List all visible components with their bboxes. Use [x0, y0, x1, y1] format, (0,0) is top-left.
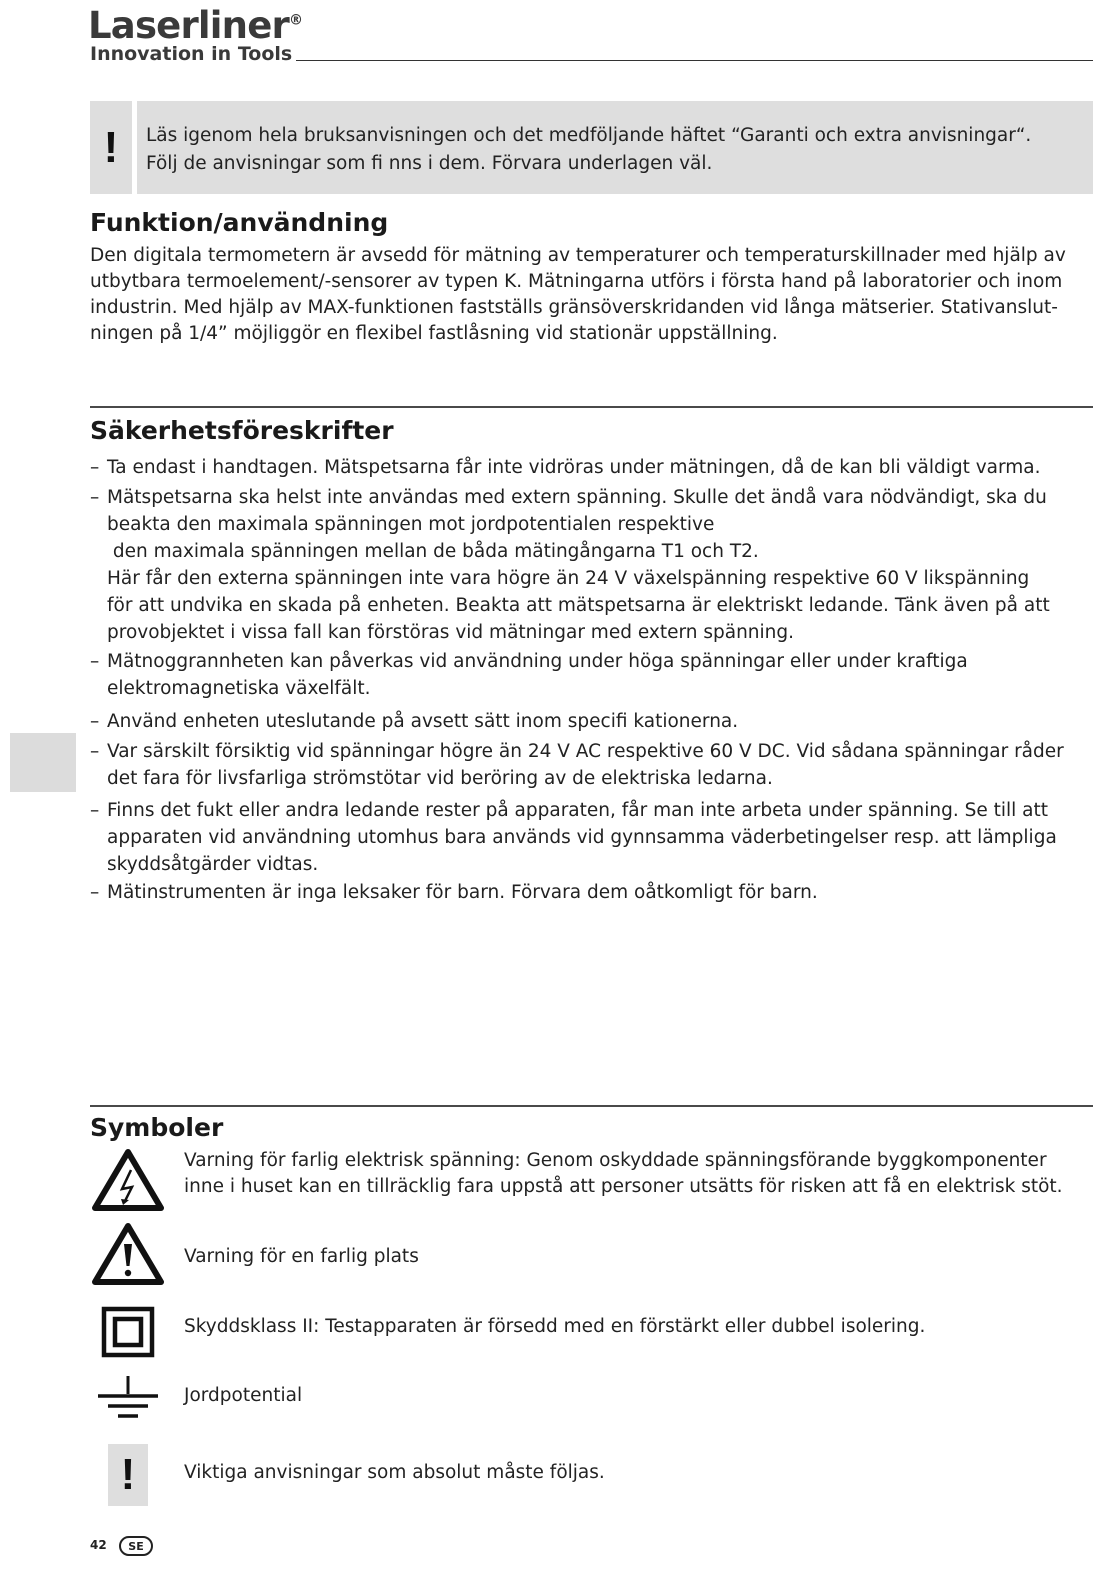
- safety-item: – Mätspetsarna ska helst inte användas med extern spänning. Skulle det ändå vara nödvändigt, ska du beakta den maximala spänningen mot jordpotentialen respektive den maximala spänningen mellan de båda mätingångarna T1 och T2. Här får den externa spänningen inte vara högre än 24 V växelspänning respektive 60 V likspänning för att undvika en skada på enheten. Beakta att mätspetsarna är elektriskt ledande. Tänk även på att provobjektet i vissa fall kan förstöras vid mätningar med extern spänning.: [90, 487, 1050, 643]
- safety-item: – Var särskilt försiktig vid spänningar högre än 24 V AC respektive 60 V DC. Vid sådana spänningar råder det fara för livsfarliga strömstötar vid beröring av de elektriska ledarna.: [90, 741, 1064, 789]
- header-divider: [296, 60, 1093, 61]
- brand-logo: Laserliner®: [88, 4, 303, 47]
- notice-text: Läs igenom hela bruksanvisningen och det medföljande häftet “Garanti och extra anvisningar“. Följ de anvisningar som fi nns i dem. Förvara underlagen väl.: [146, 125, 1032, 174]
- brand-tagline: Innovation in Tools: [90, 43, 293, 65]
- high-voltage-warning-icon: [92, 1148, 164, 1212]
- safety-heading: Säkerhetsföreskrifter: [90, 416, 394, 445]
- safety-item: – Mätinstrumenten är inga leksaker för barn. Förvara dem oåtkomligt för barn.: [90, 882, 818, 903]
- language-badge: SE: [119, 1536, 153, 1556]
- safety-item: – Använd enheten uteslutande på avsett sätt inom specifi kationerna.: [90, 711, 739, 732]
- symbols-heading: Symboler: [90, 1113, 224, 1142]
- symbol-description: Skyddsklass II: Testapparaten är försedd med en förstärkt eller dubbel isolering.: [184, 1316, 926, 1337]
- warning-triangle-icon: [92, 1222, 164, 1286]
- symbol-description: Jordpotential: [184, 1385, 303, 1406]
- function-heading: Funktion/användning: [90, 208, 389, 237]
- symbol-description: Varning för en farlig plats: [184, 1246, 419, 1267]
- safety-item: – Mätnoggrannheten kan påverkas vid användning under höga spänningar eller under kraftiga elektromagnetiska växelfält.: [90, 651, 968, 699]
- page-number: 42: [90, 1538, 107, 1552]
- ground-icon: [92, 1374, 164, 1422]
- safety-item: – Finns det fukt eller andra ledande rester på apparaten, får man inte arbeta under spänning. Se till att apparaten vid användning utomhus bara används vid gynnsamma väderbetingelser resp. att lämpliga skyddsåtgärder vidtas.: [90, 800, 1057, 875]
- symbol-description: Varning för farlig elektrisk spänning: Genom oskyddade spänningsförande byggkomponenter inne i huset kan en tillräcklig fara uppstå att personer utsätts för risken att få en elektrisk stöt.: [184, 1150, 1063, 1197]
- symbol-description: Viktiga anvisningar som absolut måste följas.: [184, 1462, 605, 1483]
- function-paragraph: Den digitala termometern är avsedd för mätning av temperaturer och temperaturskillnader med hjälp av utbytbara termoelement/-sensorer av typen K. Mätningarna utförs i första hand på laboratorier och inom industrin. Med hjälp av MAX-funktionen fastställs gränsöverskridanden vid långa mätserier. Stativanslut- ningen på 1/4” möjliggör en flexibel fastlåsning vid stationär uppställning.: [90, 245, 1066, 344]
- safety-divider: [90, 406, 1093, 408]
- safety-item: – Ta endast i handtagen. Mätspetsarna får inte vidröras under mätningen, då de kan bli väldigt varma.: [90, 457, 1041, 478]
- exclamation-icon: !: [108, 1444, 148, 1506]
- section-side-tab: [10, 733, 76, 792]
- double-insulation-icon: [92, 1306, 164, 1358]
- notice-exclamation-icon: !: [90, 101, 132, 194]
- symbols-divider: [90, 1105, 1093, 1107]
